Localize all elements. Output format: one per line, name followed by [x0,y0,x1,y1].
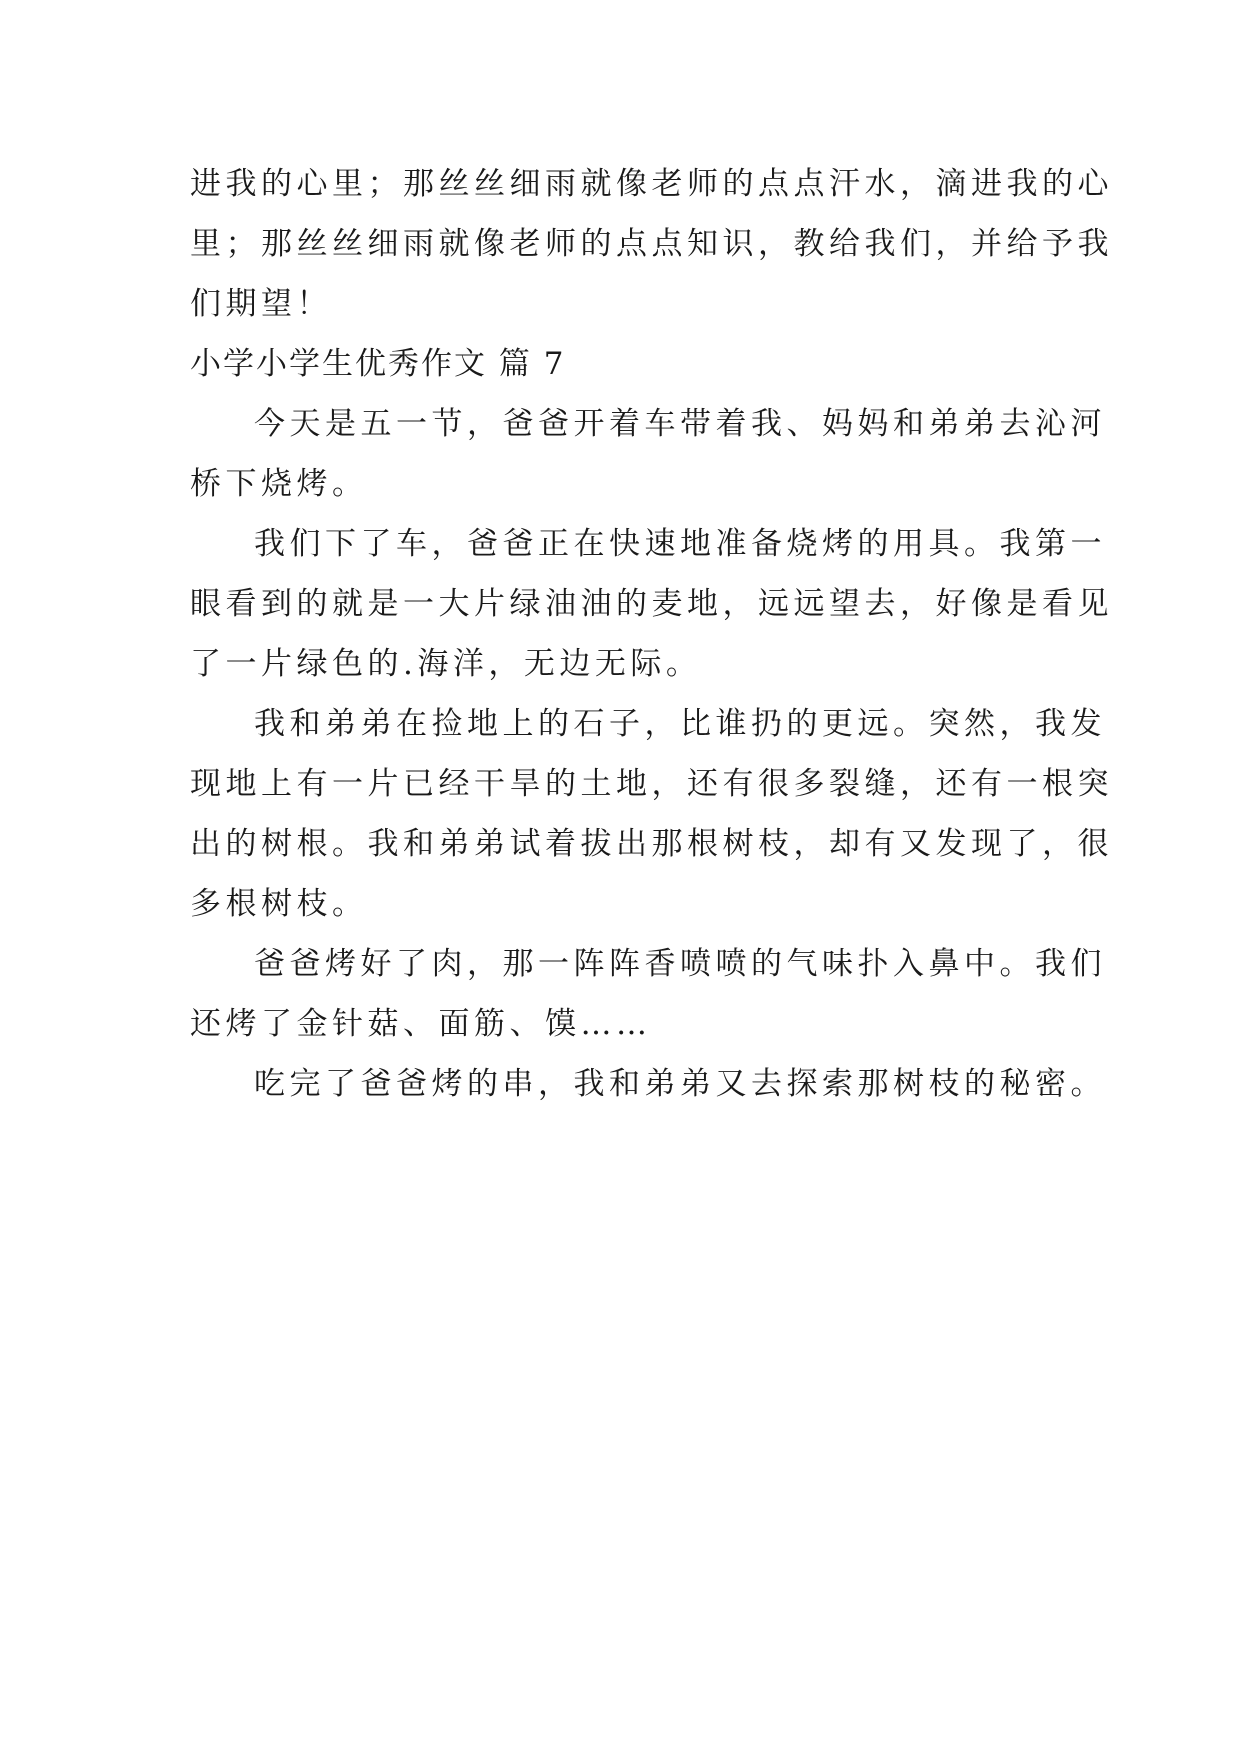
paragraph [190,394,1106,514]
paragraph-line: 我和弟弟在捡地上的石子，比谁扔的更远。突然，我发 [254,706,1106,742]
paragraph-line: 还烤了金针菇、面筋、馍…… [190,1006,652,1042]
paragraph-line: 现地上有一片已经干旱的土地，还有很多裂缝，还有一根突 [190,766,1113,802]
paragraph-line: 爸爸烤好了肉，那一阵阵香喷喷的气味扑入鼻中。我们 [254,946,1106,982]
text-line: 进我的心里；那丝丝细雨就像老师的点点汗水，滴进我的心 [190,166,1113,202]
paragraph-line: 我们下了车，爸爸正在快速地准备烧烤的用具。我第一 [254,526,1106,562]
paragraph-line: 出的树根。我和弟弟试着拔出那根树枝，却有又发现了，很 [190,826,1113,862]
text-line: 们期望！ [190,286,332,322]
paragraph-line: 多根树枝。 [190,886,368,922]
text-line: 里；那丝丝细雨就像老师的点点知识，教给我们，并给予我 [190,226,1113,262]
document-body [190,154,1113,1114]
paragraph-line: 今天是五一节，爸爸开着车带着我、妈妈和弟弟去沁河 [254,406,1106,442]
section-heading: 小学小学生优秀作文 篇 7 [190,346,566,382]
paragraph-line: 桥下烧烤。 [190,466,368,502]
paragraph [190,514,1113,694]
paragraph [190,934,1106,1054]
paragraph-line: 了一片绿色的.海洋，无边无际。 [190,646,702,682]
paragraph-line: 吃完了爸爸烤的串，我和弟弟又去探索那树枝的秘密。 [254,1066,1106,1102]
paragraph [190,694,1113,934]
paragraph [190,1054,1106,1114]
paragraph-line: 眼看到的就是一大片绿油油的麦地，远远望去，好像是看见 [190,586,1113,622]
